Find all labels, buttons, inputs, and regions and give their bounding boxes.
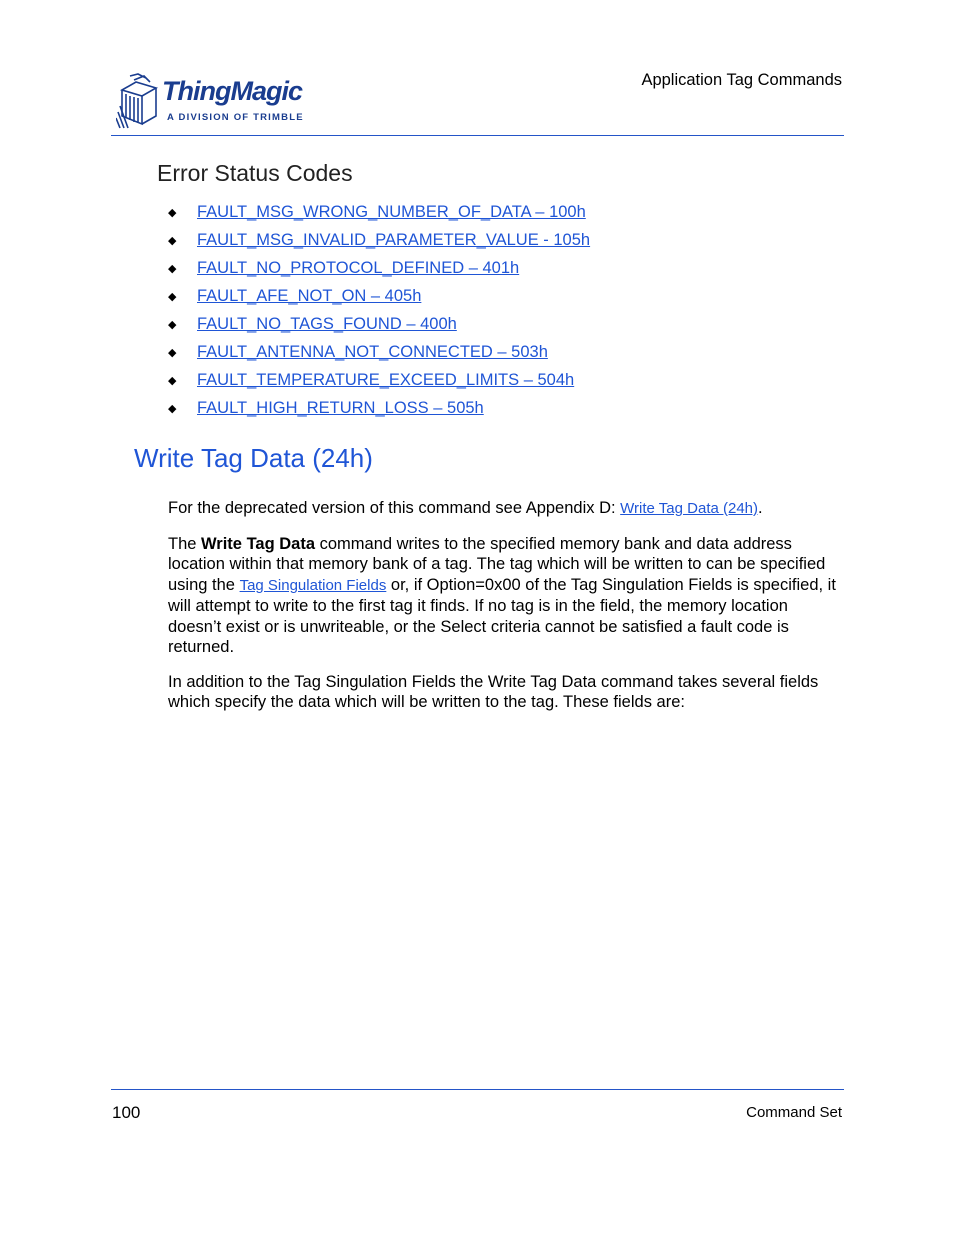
deprecated-note-paragraph <box>168 498 844 519</box>
error-code-link[interactable]: FAULT_TEMPERATURE_EXCEED_LIMITS – 504h <box>197 370 575 389</box>
bullet-icon: ◆ <box>168 374 177 387</box>
logo-brand-text: ThingMagic <box>162 76 302 106</box>
error-code-link[interactable]: FAULT_HIGH_RETURN_LOSS – 505h <box>197 398 484 417</box>
error-code-link[interactable]: FAULT_NO_PROTOCOL_DEFINED – 401h <box>197 258 520 277</box>
list-item <box>168 394 590 422</box>
bullet-icon: ◆ <box>168 290 177 303</box>
description-text-1: command writes to the specified memory bank and data address location within that memory bank of a tag. The tag which will be written to can be specified using the <box>168 535 826 594</box>
bullet-icon: ◆ <box>168 206 177 219</box>
error-code-link[interactable]: FAULT_AFE_NOT_ON – 405h <box>197 286 422 305</box>
tag-singulation-fields-link[interactable]: Tag Singulation Fields <box>239 576 387 594</box>
bullet-icon: ◆ <box>168 346 177 359</box>
footer-divider <box>111 1089 844 1090</box>
list-item <box>168 282 590 310</box>
description-paragraph <box>168 534 844 657</box>
deprecated-note-text: For the deprecated version of this command see Appendix D: <box>168 499 621 517</box>
fields-intro-text: In addition to the Tag Singulation Fields the Write Tag Data command takes several fields which specify the data which will be written to the tag. These fields are: <box>168 673 819 712</box>
logo-subtitle: A DIVISION OF TRIMBLE <box>167 112 304 123</box>
fields-intro-paragraph <box>168 672 844 713</box>
header-divider <box>111 135 844 136</box>
header-section-title: Application Tag Commands <box>641 71 842 89</box>
bullet-icon: ◆ <box>168 402 177 415</box>
page-number: 100 <box>112 1103 141 1122</box>
list-item <box>168 310 590 338</box>
list-item <box>168 254 590 282</box>
list-item <box>168 338 590 366</box>
bullet-icon: ◆ <box>168 234 177 247</box>
bullet-icon: ◆ <box>168 318 177 331</box>
thingmagic-logo-icon <box>116 72 162 130</box>
error-code-link[interactable]: FAULT_NO_TAGS_FOUND – 400h <box>197 314 457 333</box>
error-code-link[interactable]: FAULT_MSG_WRONG_NUMBER_OF_DATA – 100h <box>197 202 586 221</box>
period-text: . <box>758 499 763 517</box>
description-text-2: or, if Option=0x00 of the Tag Singulation Fields is specified, it will attempt to write to the first tag it finds. If no tag is in the field, the memory location doesn’t exist or is unwriteable, or the Select criteria cannot be satisfied a fault code is returned. <box>168 575 836 657</box>
error-status-heading: Error Status Codes <box>157 160 353 186</box>
list-item <box>168 198 590 226</box>
list-item <box>168 366 590 394</box>
error-code-list <box>168 198 590 422</box>
command-name-bold: Write Tag Data <box>201 535 316 553</box>
thingmagic-logo <box>116 72 316 132</box>
list-item <box>168 226 590 254</box>
error-code-link[interactable]: FAULT_ANTENNA_NOT_CONNECTED – 503h <box>197 342 548 361</box>
footer-section-title: Command Set <box>746 1104 842 1121</box>
description-lead: The <box>168 535 202 553</box>
write-tag-data-heading: Write Tag Data (24h) <box>134 443 373 473</box>
bullet-icon: ◆ <box>168 262 177 275</box>
error-code-link[interactable]: FAULT_MSG_INVALID_PARAMETER_VALUE - 105h <box>197 230 591 249</box>
appendix-d-link[interactable]: Write Tag Data (24h) <box>620 500 759 517</box>
